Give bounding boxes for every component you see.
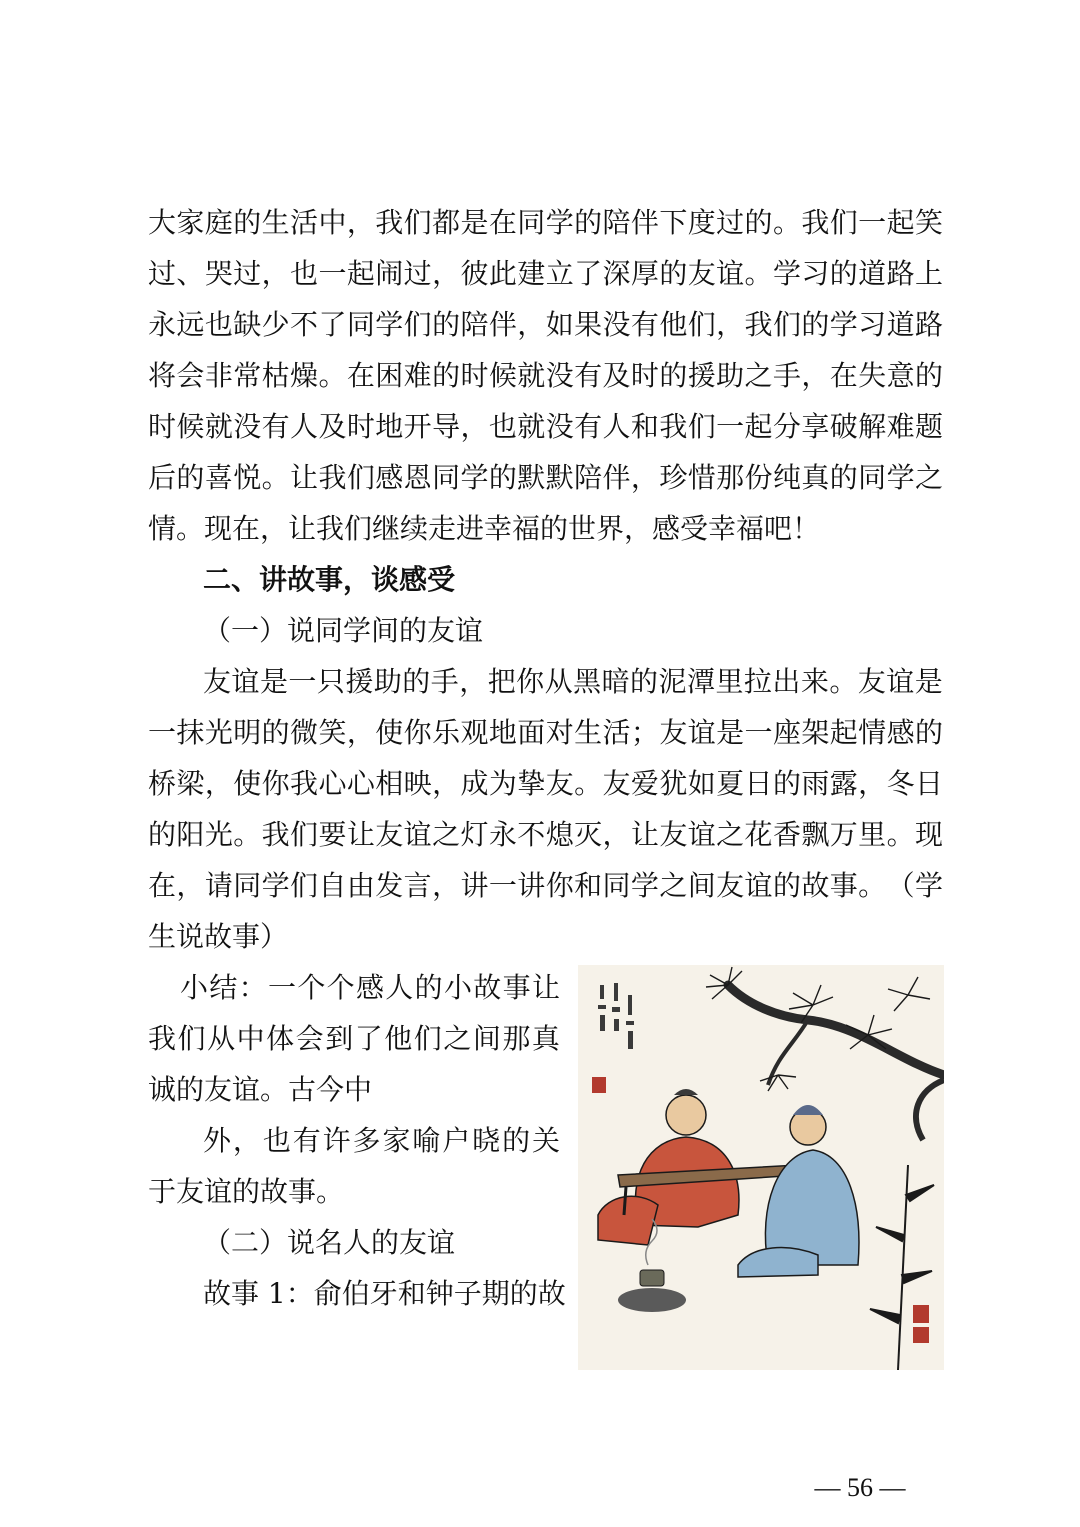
friendship-line-6: 生说故事）: [148, 920, 289, 953]
summary-line-4: 外 ， 也 有 许 多 家 喻 户 晓 的 关: [203, 1124, 560, 1157]
body-line-1: 大 家 庭 的 生 活 中 ， 我 们 都 是 在 同 学 的 陪 伴 下 度 过 的 。 我 们 一 起 笑: [148, 206, 943, 239]
two-scholars-painting-icon: [578, 965, 944, 1370]
body-line-6: 后 的 喜 悦 。 让 我 们 感 恩 同 学 的 默 默 陪 伴 ， 珍 惜 那 份 纯 真 的 同 学 之: [148, 461, 943, 494]
body-line-7: 情。现在，让我们继续走进幸福的世界，感受幸福吧！: [148, 512, 821, 545]
subsection-title-2: （二）说名人的友谊: [203, 1226, 456, 1259]
story-line-1: 故事 1：俞伯牙和钟子期的故: [203, 1277, 566, 1310]
section-heading: 二、讲故事，谈感受: [203, 563, 456, 596]
summary-line-3: 诚的友谊。古今中: [148, 1073, 373, 1106]
body-line-5: 时 候 就 没 有 人 及 时 地 开 导 ， 也 就 没 有 人 和 我 们 一 起 分 享 破 解 难 题: [148, 410, 943, 443]
friendship-line-5: 在 ， 请 同 学 们 自 由 发 言 ， 讲 一 讲 你 和 同 学 之 间 友 谊 的 故 事 。 （ 学: [148, 869, 943, 902]
body-line-4: 将 会 非 常 枯 燥 。 在 困 难 的 时 候 就 没 有 及 时 的 援 助 之 手 ， 在 失 意 的: [148, 359, 943, 392]
body-line-2: 过 、 哭 过 ， 也 一 起 闹 过 ， 彼 此 建 立 了 深 厚 的 友 谊 。 学 习 的 道 路 上: [148, 257, 943, 290]
friendship-line-1: 友 谊 是 一 只 援 助 的 手 ， 把 你 从 黑 暗 的 泥 潭 里 拉 出 来 。 友 谊 是: [203, 665, 943, 698]
friendship-line-2: 一 抹 光 明 的 微 笑 ， 使 你 乐 观 地 面 对 生 活 ； 友 谊 是 一 座 架 起 情 感 的: [148, 716, 943, 749]
subsection-title-1: （一）说同学间的友谊: [203, 614, 484, 647]
summary-line-5: 于友谊的故事。: [148, 1175, 345, 1208]
friendship-line-3: 桥 梁 ， 使 你 我 心 心 相 映 ， 成 为 挚 友 。 友 爱 犹 如 夏 日 的 雨 露 ， 冬 日: [148, 767, 943, 800]
friendship-line-4: 的 阳 光 。 我 们 要 让 友 谊 之 灯 永 不 熄 灭 ， 让 友 谊 之 花 香 飘 万 里 。 现: [148, 818, 943, 851]
summary-line-2: 我 们 从 中 体 会 到 了 他 们 之 间 那 真: [148, 1022, 560, 1055]
summary-line-1: 小 结 ： 一 个 个 感 人 的 小 故 事 让: [180, 971, 560, 1004]
page-number: — 56 —: [814, 1473, 906, 1502]
body-line-3: 永 远 也 缺 少 不 了 同 学 们 的 陪 伴 ， 如 果 没 有 他 们 ， 我 们 的 学 习 道 路: [148, 308, 943, 341]
